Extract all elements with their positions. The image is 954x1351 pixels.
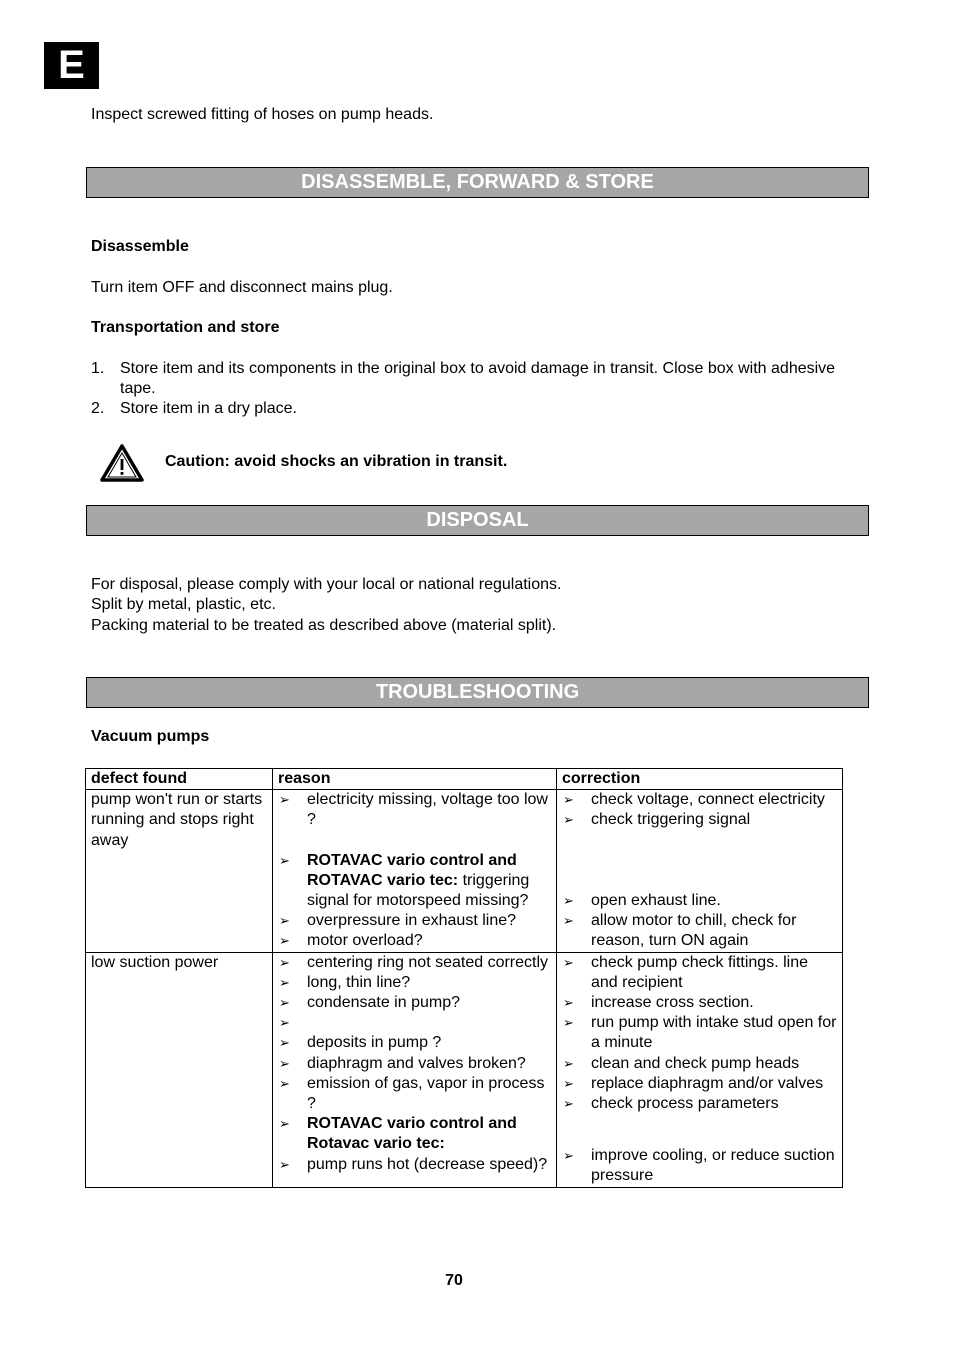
reason-text: emission of gas, vapor in process ? [307,1074,545,1113]
arrow-bullet-icon: ➢ [563,812,574,828]
arrow-bullet-icon: ➢ [279,1035,290,1051]
list-item [562,993,838,1013]
correction-text: check triggering signal [591,811,751,829]
intro-text: Inspect screwed fitting of hoses on pump heads. [91,106,434,123]
correction-text: open exhaust line. [591,891,721,909]
reason-text: electricity missing, voltage too low ? [307,791,548,829]
list-item [278,931,552,951]
list-item [278,953,552,973]
list-item [278,1054,552,1074]
arrow-bullet-icon: ➢ [279,954,290,970]
warning-triangle-icon [100,444,144,482]
page-number: 70 [445,1272,463,1289]
section-header-disposal: DISPOSAL [86,505,869,536]
arrow-bullet-icon: ➢ [279,1075,290,1091]
correction-text: check voltage, connect electricity [591,791,825,809]
column-header-reason: reason [273,769,557,790]
list-item [278,1013,552,1033]
language-badge: E [44,42,99,89]
list-item [278,993,552,1013]
correction-cell [557,790,843,952]
reason-text: centering ring not seated correctly [307,953,549,971]
arrow-bullet-icon: ➢ [563,1148,574,1164]
list-item [562,1074,838,1094]
list-item [562,790,838,810]
reason-text: deposits in pump ? [307,1034,442,1052]
arrow-bullet-icon: ➢ [279,1156,290,1172]
reason-bold-text: ROTAVAC vario control and ROTAVAC vario tec: [307,851,517,889]
reason-text: overpressure in exhaust line? [307,912,517,930]
defect-cell: pump won't run or starts running and stops right away [86,790,273,952]
arrow-bullet-icon: ➢ [563,1096,574,1112]
step-text: Store item in a dry place. [120,400,297,417]
reason-cell [273,952,557,1187]
subheading-vacuum-pumps: Vacuum pumps [91,728,210,745]
arrow-bullet-icon: ➢ [563,995,574,1011]
troubleshooting-table [85,768,843,1188]
caution-text: Caution: avoid shocks an vibration in transit. [165,453,508,470]
correction-text: check process parameters [591,1095,779,1113]
defect-cell: low suction power [86,952,273,1187]
list-item [278,911,552,931]
arrow-bullet-icon: ➢ [563,792,574,808]
arrow-bullet-icon: ➢ [279,1015,290,1031]
list-item [278,1033,552,1053]
reason-text: condensate in pump? [307,994,460,1012]
arrow-bullet-icon: ➢ [563,1075,574,1091]
reason-text: motor overload? [307,932,423,950]
arrow-bullet-icon: ➢ [279,974,290,990]
list-item [562,810,838,830]
table-header-row [86,769,843,790]
list-item [278,1074,552,1114]
correction-cell [557,952,843,1187]
subheading-transportation: Transportation and store [91,319,280,336]
arrow-bullet-icon: ➢ [279,933,290,949]
disassemble-text: Turn item OFF and disconnect mains plug. [91,279,393,296]
reason-bold-text: ROTAVAC vario control and Rotavac vario tec: [307,1115,517,1153]
arrow-bullet-icon: ➢ [279,1055,290,1071]
arrow-bullet-icon: ➢ [563,892,574,908]
arrow-bullet-icon: ➢ [279,913,290,929]
arrow-bullet-icon: ➢ [563,1055,574,1071]
list-item [278,851,552,912]
list-item [562,891,838,911]
column-header-correction: correction [557,769,843,790]
disposal-line: For disposal, please comply with your local or national regulations. [91,576,562,593]
list-item [562,953,838,993]
correction-text: allow motor to chill, check for reason, turn ON again [591,911,797,950]
arrow-bullet-icon: ➢ [563,954,574,970]
subheading-disassemble: Disassemble [91,238,189,255]
table-row [86,790,843,952]
reason-text: triggering signal for motorspeed missing? [307,871,530,910]
arrow-bullet-icon: ➢ [279,995,290,1011]
list-item [278,1155,552,1175]
correction-text: replace diaphragm and/or valves [591,1074,824,1092]
column-header-defect: defect found [86,769,273,790]
reason-text: diaphragm and valves broken? [307,1054,526,1072]
list-item [278,973,552,993]
correction-text: increase cross section. [591,994,754,1012]
step-text: Store item and its components in the original box to avoid damage in transit. Close box with adhesive tape. [120,360,836,397]
list-item [562,1013,838,1053]
reason-text: long, thin line? [307,973,411,991]
correction-text: improve cooling, or reduce suction pressure [591,1147,835,1185]
list-item [562,1094,838,1114]
arrow-bullet-icon: ➢ [563,1015,574,1031]
section-header-troubleshooting: TROUBLESHOOTING [86,677,869,708]
arrow-bullet-icon: ➢ [279,792,290,808]
list-item [562,1054,838,1074]
correction-text: clean and check pump heads [591,1054,800,1072]
list-item [562,911,838,951]
list-item [91,399,851,419]
arrow-bullet-icon: ➢ [563,912,574,928]
correction-text: run pump with intake stud open for a minute [591,1014,837,1052]
table-row [86,952,843,1187]
list-item [562,1146,838,1186]
reason-text: pump runs hot (decrease speed)? [307,1155,548,1173]
step-number: 1. [91,360,105,377]
arrow-bullet-icon: ➢ [279,852,290,868]
correction-text: check pump check fittings. line and recipient [591,953,808,991]
reason-cell [273,790,557,952]
transport-steps-list [91,359,851,419]
disposal-line: Split by metal, plastic, etc. [91,596,276,613]
step-number: 2. [91,400,105,417]
list-item [278,790,552,830]
list-item [91,359,851,399]
disposal-line: Packing material to be treated as described above (material split). [91,617,557,634]
list-item [278,1114,552,1154]
section-header-disassemble: DISASSEMBLE, FORWARD & STORE [86,167,869,198]
arrow-bullet-icon: ➢ [279,1116,290,1132]
